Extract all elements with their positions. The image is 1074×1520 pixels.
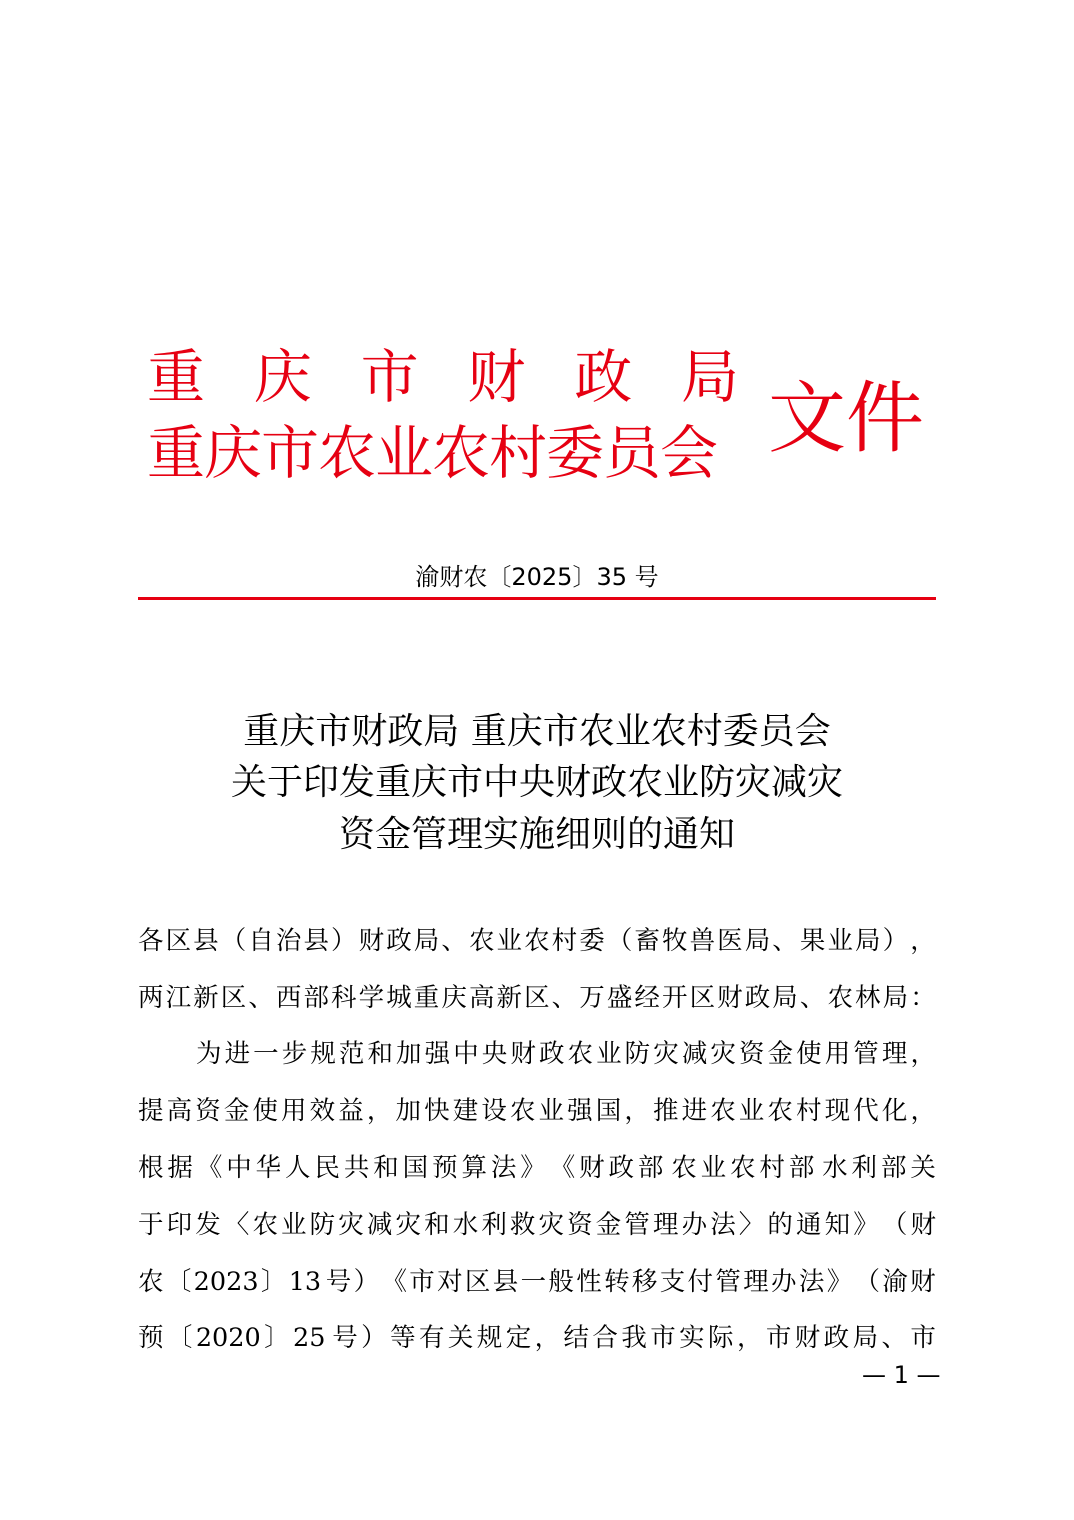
- document-title-line: 资金管理实施细则的通知: [338, 814, 735, 855]
- document-number: 渝财农〔2025〕35 号: [415, 563, 659, 591]
- issuer-agriculture-committee: 重庆市农业农村委员会: [147, 419, 718, 487]
- body-line: 农 〔 2023 〕 13 号 ） 《 市 对 区 县 一 般 性 转 移 支 付 管 理 办 法 》 （ 渝 财: [138, 1267, 936, 1297]
- issuer-finance-bureau: [147, 342, 739, 412]
- red-divider: [138, 597, 936, 600]
- body-line: 提 高 资 金 使 用 效 益 ， 加 快 建 设 农 业 强 国 ， 推 进 农 业 农 村 现 代 化 ，: [138, 1096, 936, 1126]
- document-title-line: 重庆市财政局 重庆市农业农村委员会: [243, 711, 831, 752]
- issuer1-char: 局: [680, 343, 739, 411]
- body-line: 预 〔 2020 〕 25 号 ） 等 有 关 规 定 ， 结 合 我 市 实 际 ， 市 财 政 局 、 市: [138, 1323, 936, 1353]
- issuer1-char: 政: [574, 343, 633, 411]
- issuer1-char: 财: [467, 343, 526, 411]
- issuer1-char: 庆: [253, 343, 312, 411]
- body-line: 根 据 《 中 华 人 民 共 和 国 预 算 法 》 《 财 政 部 农 业 农 村 部 水 利 部 关: [138, 1153, 936, 1183]
- document-suffix: 文件: [768, 374, 925, 464]
- body-line: 两 江 新 区 、 西 部 科 学 城 重 庆 高 新 区 、 万 盛 经 开 区 财 政 局 、 农 林 局 ：: [138, 983, 936, 1013]
- issuer1-char: 重: [147, 343, 206, 411]
- page-number: — 1 —: [862, 1361, 941, 1389]
- body-line: 各 区 县 （ 自 治 县 ） 财 政 局 、 农 业 农 村 委 （ 畜 牧 兽 医 局 、 果 业 局 ） ，: [138, 926, 936, 956]
- issuer1-char: 市: [360, 343, 419, 411]
- body-line: 为 进 一 步 规 范 和 加 强 中 央 财 政 农 业 防 灾 减 灾 资 金 使 用 管 理 ，: [196, 1039, 936, 1069]
- body-line: 于 印 发 〈 农 业 防 灾 减 灾 和 水 利 救 灾 资 金 管 理 办 法 〉 的 通 知 》 （ 财: [138, 1210, 936, 1240]
- document-title-line: 关于印发重庆市中央财政农业防灾减灾: [230, 762, 843, 803]
